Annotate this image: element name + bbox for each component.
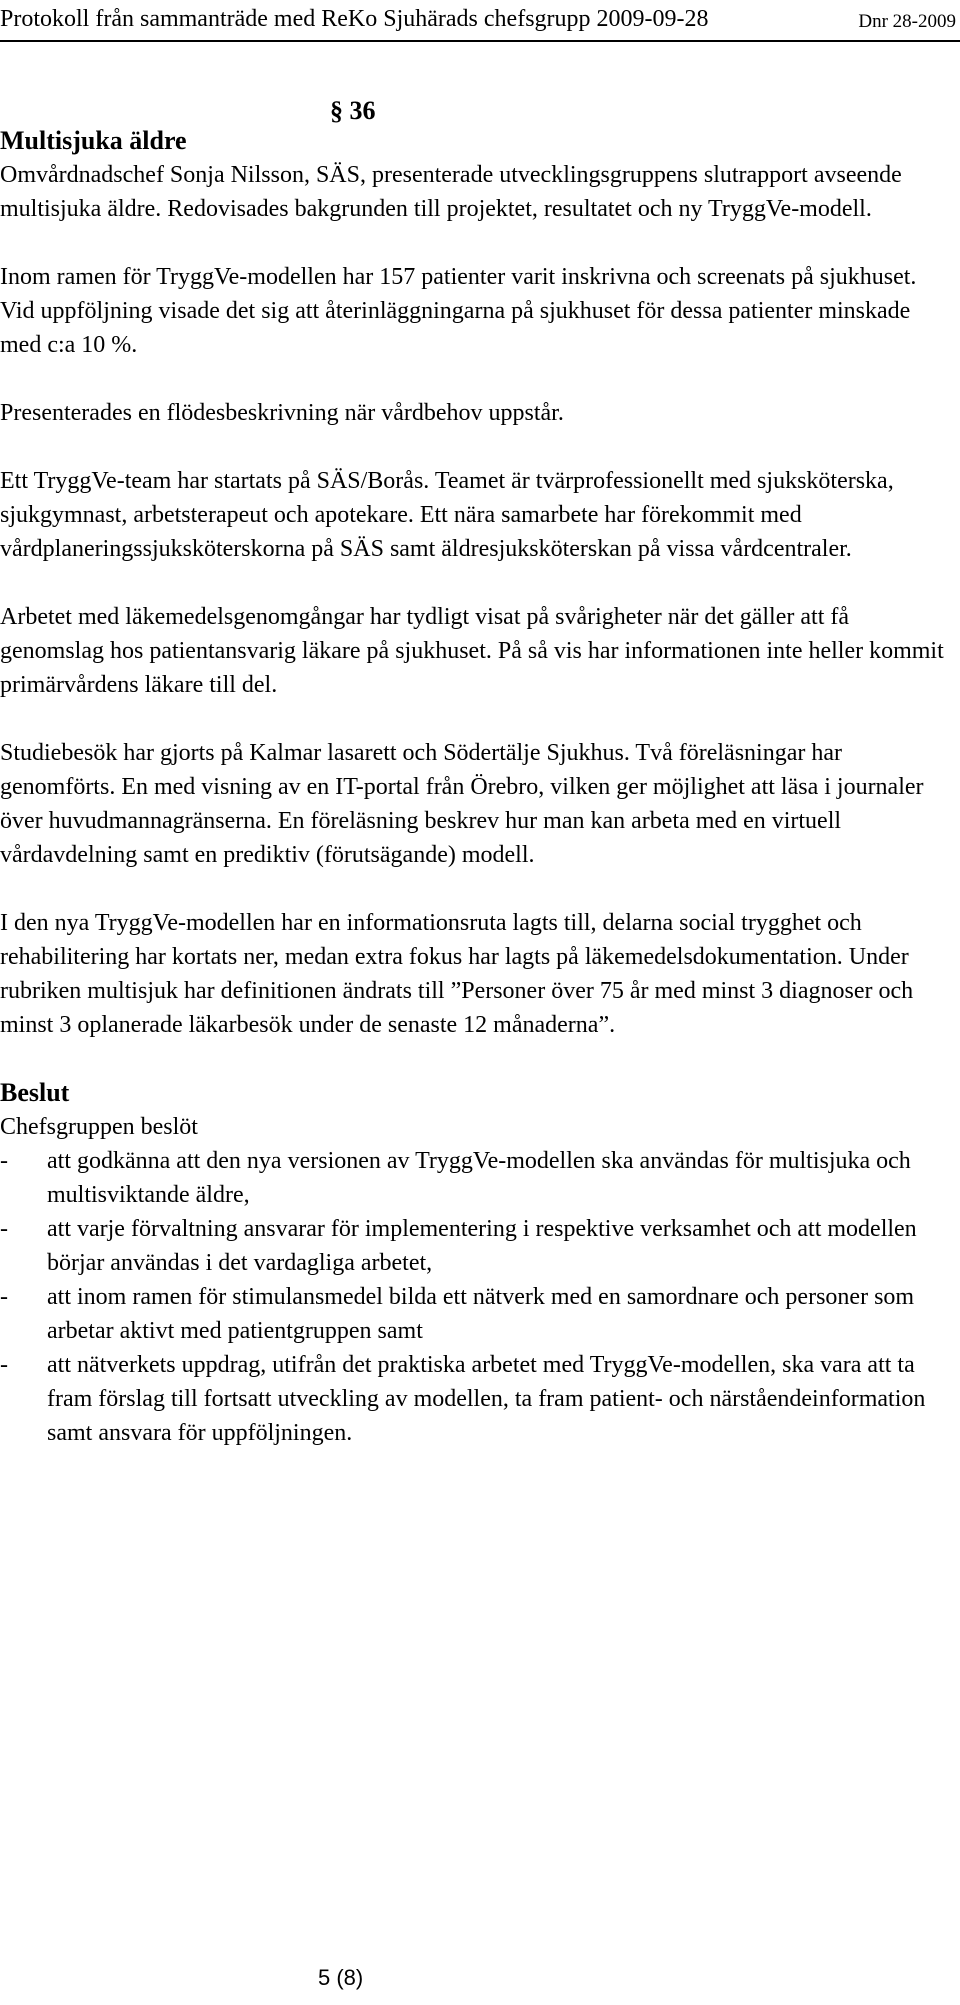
paragraph-6: Studiebesök har gjorts på Kalmar lasarett och Södertälje Sjukhus. Två föreläsningar har genomförts. En med visning av en IT-portal från Örebro, vilken ger möjlighet att läsa i journaler över huvudmannagränserna. En föreläsning beskrev hur man kan arbeta med en virtuell vårdavdelning samt en prediktiv (förutsägande) modell. <box>0 740 924 868</box>
paragraph-3: Presenterades en flödesbeskrivning när vårdbehov uppstår. <box>0 400 564 426</box>
page-header <box>0 4 960 42</box>
header-dnr: Dnr 28-2009 <box>858 11 956 32</box>
decision-item-text: att varje förvaltning ansvarar för implementering i respektive verksamhet och att modellen börjar användas i det vardagliga arbetet, <box>47 1216 917 1276</box>
decision-item <box>0 1280 948 1348</box>
section-number: § 36 <box>330 96 376 125</box>
decision-item-text: att godkänna att den nya versionen av TryggVe-modellen ska användas för multisjuka och multisviktande äldre, <box>47 1148 911 1208</box>
decision-item-text: att nätverkets uppdrag, utifrån det praktiska arbetet med TryggVe-modellen, ska vara att ta fram förslag till fortsatt utveckling av modellen, ta fram patient- och närståendeinformation samt ansvara för uppföljningen. <box>47 1352 926 1446</box>
bullet-dash: - <box>0 1352 8 1378</box>
section-heading: Multisjuka äldre <box>0 126 187 155</box>
decision-list <box>0 1144 948 1450</box>
page-number: 5 (8) <box>318 1965 364 1990</box>
header-title: Protokoll från sammanträde med ReKo Sjuhärads chefsgrupp 2009-09-28 <box>0 6 709 32</box>
bullet-dash: - <box>0 1216 8 1242</box>
decision-item <box>0 1212 948 1280</box>
decision-intro: Chefsgruppen beslöt <box>0 1114 198 1140</box>
paragraph-4: Ett TryggVe-team har startats på SÄS/Borås. Teamet är tvärprofessionellt med sjuksköterska, sjukgymnast, arbetsterapeut och apotekare. Ett nära samarbete har förekommit med vårdplaneringssjuksköterskorna på SÄS samt äldresjuksköterskan på vissa vårdcentraler. <box>0 468 894 562</box>
document-body <box>0 124 948 1450</box>
bullet-dash: - <box>0 1148 8 1174</box>
bullet-dash: - <box>0 1284 8 1310</box>
decision-item <box>0 1348 948 1450</box>
decision-item-text: att inom ramen för stimulansmedel bilda ett nätverk med en samordnare och personer som arbetar aktivt med patientgruppen samt <box>47 1284 915 1344</box>
paragraph-1: Omvårdnadschef Sonja Nilsson, SÄS, presenterade utvecklingsgruppens slutrapport avseende multisjuka äldre. Redovisades bakgrunden till projektet, resultatet och ny TryggVe-modell. <box>0 162 902 222</box>
decision-heading: Beslut <box>0 1078 70 1107</box>
paragraph-7: I den nya TryggVe-modellen har en informationsruta lagts till, delarna social trygghet och rehabilitering har kortats ner, medan extra fokus har lagts på läkemedelsdokumentation. Under rubriken multisjuk har definitionen ändrats till ”Personer över 75 år med minst 3 diagnoser och minst 3 oplanerade läkarbesök under de senaste 12 månaderna”. <box>0 910 914 1038</box>
decision-item <box>0 1144 948 1212</box>
paragraph-2: Inom ramen för TryggVe-modellen har 157 patienter varit inskrivna och screenats på sjukhuset. Vid uppföljning visade det sig att återinläggningarna på sjukhuset för dessa patienter minskade med c:a 10 %. <box>0 264 917 358</box>
paragraph-5: Arbetet med läkemedelsgenomgångar har tydligt visat på svårigheter när det gäller att få genomslag hos patientansvarig läkare på sjukhuset. På så vis har informationen inte heller kommit primärvårdens läkare till del. <box>0 604 944 698</box>
